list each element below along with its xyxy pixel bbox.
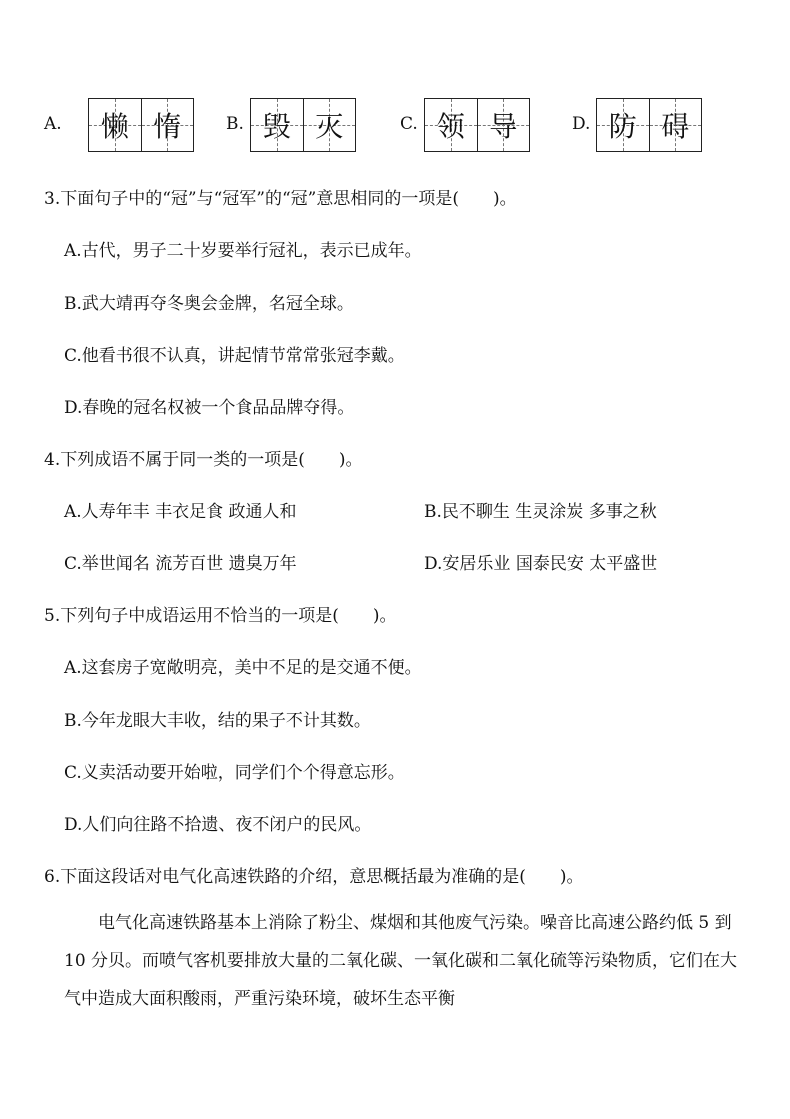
question-5-option-b: B.今年龙眼大丰收，结的果子不计其数。 bbox=[64, 711, 371, 731]
question-3-option-b: B.武大靖再夺冬奥会金牌，名冠全球。 bbox=[64, 294, 354, 314]
q2-option-d-letter: D. bbox=[572, 114, 591, 134]
question-4-option-d: D.安居乐业 国泰民安 太平盛世 bbox=[424, 554, 658, 574]
q2-option-a-char1: 懒 bbox=[100, 110, 129, 143]
q2-option-a-letter: A. bbox=[44, 114, 62, 134]
question-3-option-c: C.他看书很不认真，讲起情节常常张冠李戴。 bbox=[64, 346, 405, 366]
q2-option-a-grid bbox=[88, 98, 194, 152]
q2-option-c-char2: 导 bbox=[489, 110, 518, 143]
q2-option-d-char1: 防 bbox=[608, 110, 637, 143]
q2-option-b-grid bbox=[250, 98, 356, 152]
question-5-option-c: C.义卖活动要开始啦，同学们个个得意忘形。 bbox=[64, 763, 405, 783]
q2-option-c-letter: C. bbox=[400, 114, 418, 134]
q2-option-b-char2: 灭 bbox=[315, 110, 344, 143]
q2-option-a-char2: 惰 bbox=[153, 110, 182, 143]
question-4-option-c: C.举世闻名 流芳百世 遗臭万年 bbox=[64, 554, 297, 574]
question-5-stem: 5.下列句子中成语运用不恰当的一项是( )。 bbox=[44, 606, 397, 626]
q2-option-d-char2: 碍 bbox=[661, 110, 690, 143]
question-5-option-d: D.人们向往路不拾遗、夜不闭户的民风。 bbox=[64, 815, 372, 835]
q2-option-c-char1: 领 bbox=[436, 110, 465, 143]
question-6-stem: 6.下面这段话对电气化高速铁路的介绍，意思概括最为准确的是( )。 bbox=[44, 867, 584, 887]
q2-option-c-grid bbox=[424, 98, 530, 152]
question-3-option-d: D.春晚的冠名权被一个食品品牌夺得。 bbox=[64, 398, 355, 418]
question-6-passage: 电气化高速铁路基本上消除了粉尘、煤烟和其他废气污染。噪音比高速公路约低 5 到 10 分贝。而喷气客机要排放大量的二氧化碳、一氧化碳和二氧化硫等污染物质，它们在大气中造成大面积酸雨，严重污染环境，破坏生态平衡 bbox=[64, 913, 738, 1009]
question-4-stem: 4.下列成语不属于同一类的一项是( )。 bbox=[44, 450, 363, 470]
q2-option-d-grid bbox=[596, 98, 702, 152]
question-4-option-b: B.民不聊生 生灵涂炭 多事之秋 bbox=[424, 502, 657, 522]
question-4-option-a: A.人寿年丰 丰衣足食 政通人和 bbox=[64, 502, 297, 522]
question-5-option-a: A.这套房子宽敞明亮，美中不足的是交通不便。 bbox=[64, 658, 422, 678]
question-3-stem: 3.下面句子中的“冠”与“冠军”的“冠”意思相同的一项是( )。 bbox=[44, 189, 517, 209]
q2-option-b-char1: 毁 bbox=[262, 110, 291, 143]
q2-option-b-letter: B. bbox=[226, 114, 244, 134]
question-3-option-a: A.古代，男子二十岁要举行冠礼，表示已成年。 bbox=[64, 241, 422, 261]
